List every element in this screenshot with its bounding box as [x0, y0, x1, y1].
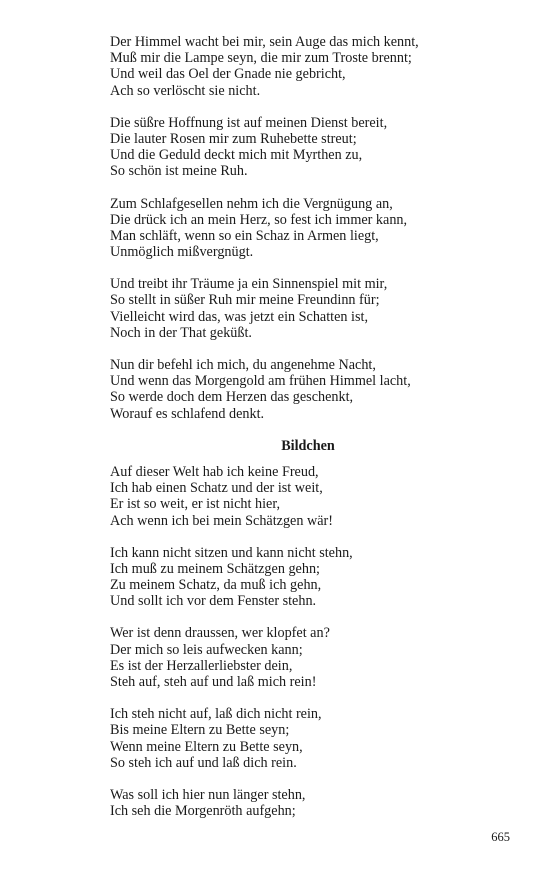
verse-line: Wenn meine Eltern zu Bette seyn, — [110, 738, 303, 755]
verse-line: Es ist der Herzallerliebster dein, — [110, 657, 293, 674]
verse-line: Und wenn das Morgengold am frühen Himmel lacht, — [110, 373, 411, 390]
verse-line: Die süßre Hoffnung ist auf meinen Dienst bereit, — [110, 114, 388, 131]
verse-line: So stellt in süßer Ruh mir meine Freundinn für; — [110, 292, 380, 309]
verse-line: Wer ist denn draussen, wer klopfet an? — [110, 625, 330, 642]
verse-line: Unmöglich mißvergnügt. — [110, 244, 254, 261]
verse-line: Ich hab einen Schatz und der ist weit, — [110, 480, 323, 497]
verse-line: Ich seh die Morgenröth aufgehn; — [110, 803, 296, 820]
poem-title: Bildchen — [281, 437, 335, 454]
verse-line: Der Himmel wacht bei mir, sein Auge das mich kennt, — [110, 34, 419, 50]
stanza — [110, 787, 510, 819]
verse-line: Ach wenn ich bei mein Schätzgen wär! — [110, 512, 333, 529]
verse-line: Noch in der That geküßt. — [110, 324, 252, 341]
verse-line: Was soll ich hier nun länger stehn, — [110, 786, 306, 803]
verse-line: So werde doch dem Herzen das geschenkt, — [110, 389, 354, 406]
verse-line: Man schläft, wenn so ein Schaz in Armen liegt, — [110, 227, 379, 244]
verse-line: Ich kann nicht sitzen und kann nicht stehn, — [110, 544, 353, 561]
verse-line: Und die Geduld deckt mich mit Myrthen zu, — [110, 147, 363, 164]
verse-line: Der mich so leis aufwecken kann; — [110, 641, 303, 658]
verse-line: Bis meine Eltern zu Bette seyn; — [110, 722, 290, 739]
verse-line: Die lauter Rosen mir zum Ruhebette streut; — [110, 130, 357, 147]
verse-line: Ich muß zu meinem Schätzgen gehn; — [110, 560, 320, 577]
verse-line: Ich steh nicht auf, laß dich nicht rein, — [110, 706, 322, 723]
page-number: 665 — [491, 830, 510, 844]
verse-line: Worauf es schlafend denkt. — [110, 405, 265, 422]
stanza — [110, 464, 510, 529]
verse-line: Die drück ich an mein Herz, so fest ich immer kann, — [110, 211, 408, 228]
poem-body — [110, 34, 510, 835]
stanza — [110, 115, 510, 180]
poem-bildchen — [110, 438, 510, 820]
verse-line: Ach so verlöscht sie nicht. — [110, 82, 261, 99]
verse-line: So steh ich auf und laß dich rein. — [110, 754, 297, 771]
stanza — [110, 545, 510, 610]
verse-line: Und weil das Oel der Gnade nie gebricht, — [110, 66, 346, 83]
stanza — [110, 357, 510, 422]
stanza — [110, 34, 510, 99]
stanza — [110, 196, 510, 261]
verse-line: Und sollt ich vor dem Fenster stehn. — [110, 593, 317, 610]
stanza — [110, 625, 510, 690]
verse-line: Nun dir befehl ich mich, du angenehme Nacht, — [110, 357, 376, 373]
verse-line: Muß mir die Lampe seyn, die mir zum Troste brennt; — [110, 50, 412, 67]
verse-line: Er ist so weit, er ist nicht hier, — [110, 496, 281, 513]
stanza — [110, 706, 510, 771]
verse-line: Auf dieser Welt hab ich keine Freud, — [110, 463, 319, 480]
verse-line: Zum Schlafgesellen nehm ich die Vergnügung an, — [110, 195, 393, 212]
verse-line: Zu meinem Schatz, da muß ich gehn, — [110, 577, 322, 594]
verse-line: Steh auf, steh auf und laß mich rein! — [110, 674, 317, 691]
verse-line: So schön ist meine Ruh. — [110, 163, 248, 180]
verse-line: Vielleicht wird das, was jetzt ein Schatten ist, — [110, 308, 368, 325]
poem-continued — [110, 34, 510, 422]
verse-line: Und treibt ihr Träume ja ein Sinnenspiel mit mir, — [110, 276, 388, 293]
stanza — [110, 276, 510, 341]
